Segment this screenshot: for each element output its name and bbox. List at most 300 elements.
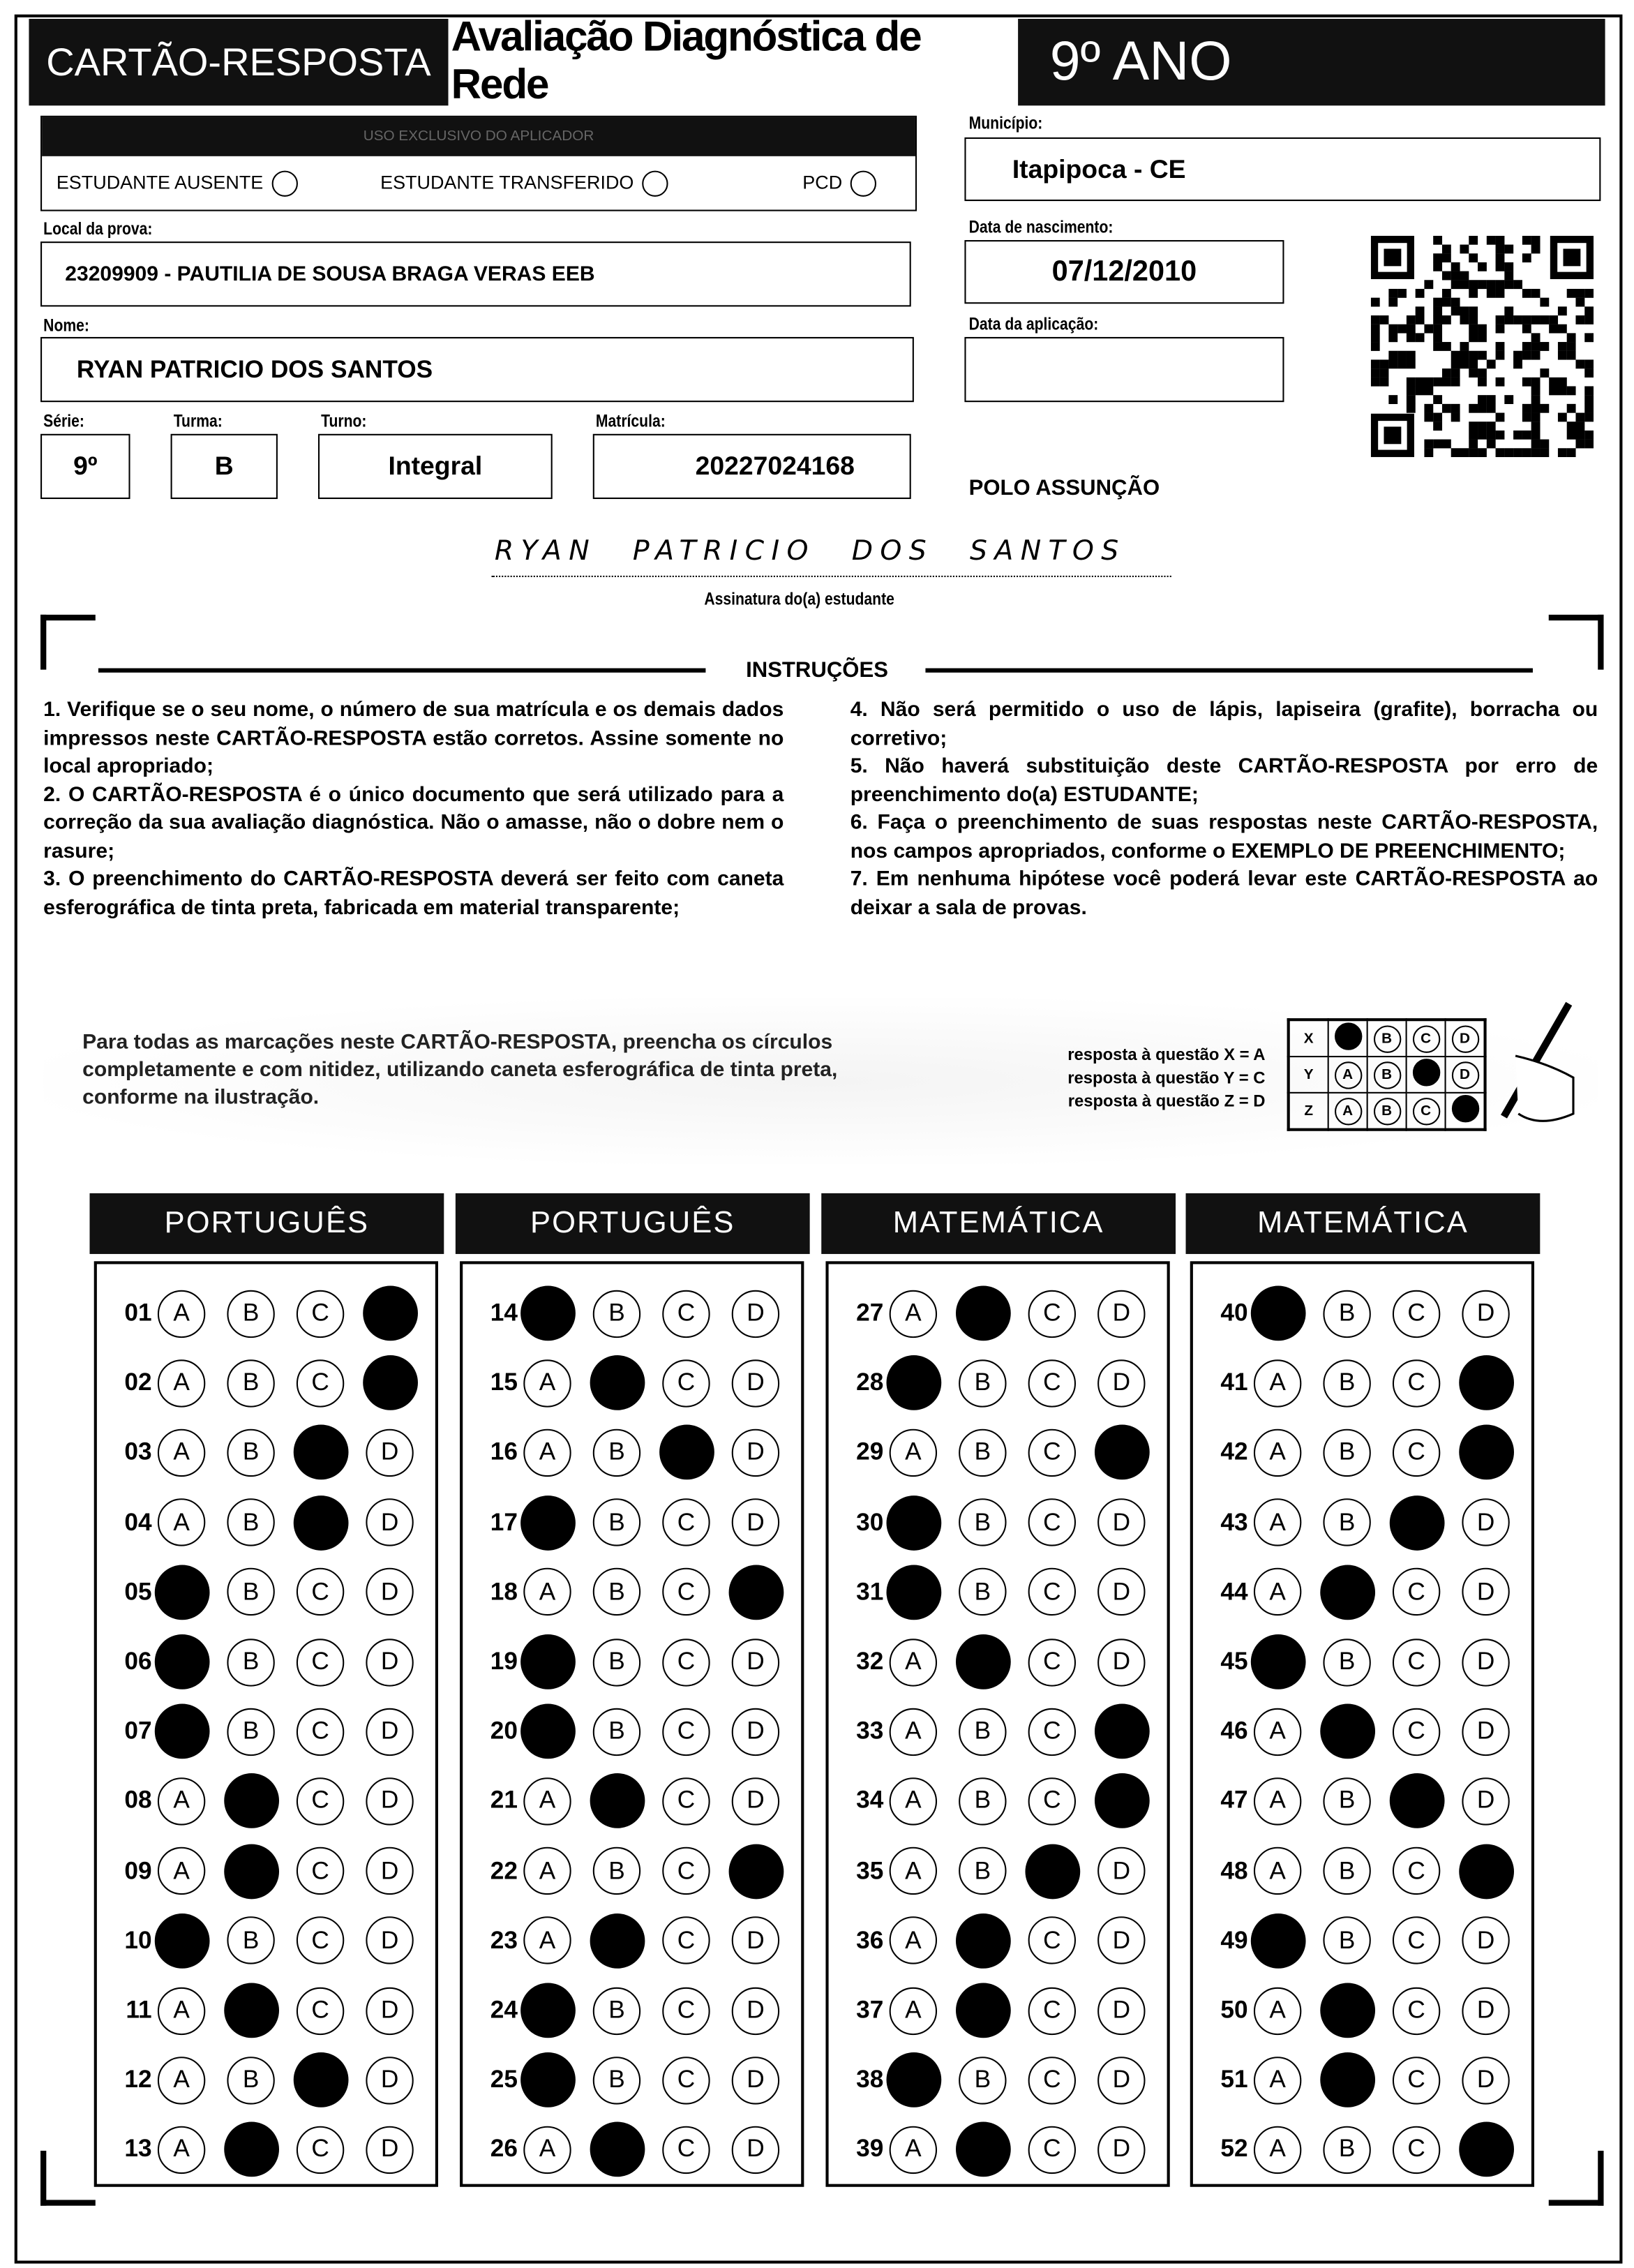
answer-bubble[interactable]: B — [227, 1359, 274, 1407]
signature: RYAN PATRICIO DOS SANTOS — [494, 535, 1126, 567]
answer-bubble[interactable]: D — [1462, 2057, 1509, 2104]
answer-bubble[interactable]: A — [1254, 1498, 1301, 1546]
local-field: 23209909 - PAUTILIA DE SOUSA BRAGA VERAS EEB — [40, 241, 911, 306]
corner-mark — [1549, 615, 1604, 670]
question-number: 14 — [490, 1299, 518, 1327]
answer-bubble[interactable]: A — [1254, 2126, 1301, 2173]
answer-bubble[interactable]: B — [227, 1638, 274, 1685]
answer-bubble[interactable]: B — [227, 2057, 274, 2104]
example-row — [1289, 1093, 1485, 1130]
instructions-right — [850, 697, 1598, 923]
answer-bubble-filled[interactable] — [956, 2122, 1011, 2177]
answer-bubble[interactable]: B — [227, 1290, 274, 1337]
answer-bubble[interactable]: A — [158, 1359, 205, 1407]
answer-bubble[interactable]: A — [158, 1429, 205, 1477]
answer-bubble[interactable]: C — [1393, 1987, 1440, 2034]
answer-bubble[interactable]: D — [1462, 1917, 1509, 1964]
answer-bubble[interactable]: B — [227, 1568, 274, 1616]
answer-bubble-filled[interactable] — [887, 1565, 942, 1620]
answer-bubble-filled[interactable] — [956, 1913, 1011, 1969]
answer-bubble[interactable]: C — [1393, 1359, 1440, 1407]
answer-bubble[interactable]: B — [959, 1847, 1006, 1895]
answer-bubble[interactable]: D — [1097, 1987, 1145, 2034]
example-text: Para todas as marcações neste CARTÃO-RESPOSTA, preencha os círculos completamente e com nitidez, utilizando caneta esferográfica de tinta preta, conforme na ilustração. — [82, 1031, 838, 1110]
answer-bubble[interactable]: C — [1028, 1290, 1076, 1337]
example-row — [1289, 1057, 1485, 1093]
answer-bubble[interactable]: D — [1462, 1708, 1509, 1755]
question-row — [463, 1284, 801, 1342]
answer-bubble[interactable]: A — [158, 2057, 205, 2104]
answer-bubble[interactable]: C — [1028, 1917, 1076, 1964]
instruction-item: 3. O preenchimento do CARTÃO-RESPOSTA deverá ser feito com caneta esferográfica de tinta preta, fabricada em material transparente; — [43, 867, 784, 920]
answer-bubble[interactable]: C — [662, 2057, 710, 2104]
answer-bubble[interactable]: D — [1097, 1917, 1145, 1964]
answer-bubble[interactable]: D — [1462, 1638, 1509, 1685]
answer-bubble-filled[interactable] — [294, 1495, 349, 1550]
aplicacao-label: Data da aplicação: — [968, 313, 1099, 334]
answer-bubble-filled[interactable] — [155, 1565, 210, 1620]
answer-bubble[interactable]: D — [1462, 1568, 1509, 1616]
question-row — [829, 1703, 1167, 1761]
answer-bubble[interactable]: A — [523, 1568, 571, 1616]
example-cell — [1446, 1093, 1485, 1130]
turno-label: Turno: — [321, 410, 367, 431]
answer-bubble[interactable]: D — [366, 2126, 413, 2173]
answer-bubble[interactable]: D — [366, 1638, 413, 1685]
answer-bubble-filled[interactable] — [1320, 1565, 1375, 1620]
question-row — [1193, 1912, 1531, 1970]
answer-bubble[interactable]: B — [1323, 1847, 1370, 1895]
question-number: 32 — [856, 1647, 884, 1676]
absent-option[interactable] — [57, 171, 298, 197]
answer-bubble[interactable]: C — [297, 1708, 344, 1755]
answer-bubble-filled[interactable] — [590, 1355, 645, 1410]
answer-bubble[interactable]: A — [890, 1429, 937, 1477]
example-cell — [1328, 1020, 1367, 1057]
answer-bubble-filled[interactable] — [520, 1634, 576, 1689]
answer-bubble-filled[interactable] — [1095, 1774, 1150, 1829]
answer-bubble[interactable]: A — [158, 1847, 205, 1895]
answer-bubble[interactable]: C — [662, 1290, 710, 1337]
answer-bubble[interactable]: D — [366, 1777, 413, 1825]
answer-bubble-filled[interactable] — [155, 1913, 210, 1969]
pcd-option[interactable] — [802, 171, 877, 197]
question-row — [463, 2051, 801, 2109]
answer-bubble-filled[interactable] — [520, 1983, 576, 2038]
answer-bubble[interactable]: C — [1028, 1568, 1076, 1616]
answer-bubble-filled[interactable] — [1095, 1425, 1150, 1480]
answer-bubble-filled[interactable] — [1459, 2122, 1514, 2177]
answer-bubble-filled[interactable] — [1459, 1425, 1514, 1480]
answer-bubble-filled[interactable] — [294, 1425, 349, 1480]
answer-bubble[interactable]: C — [297, 1847, 344, 1895]
question-number: 43 — [1220, 1507, 1248, 1536]
answer-bubble-filled[interactable] — [1251, 1913, 1306, 1969]
answer-bubble[interactable]: A — [158, 1498, 205, 1546]
answer-bubble-filled[interactable] — [956, 1983, 1011, 2038]
answer-bubble-filled[interactable] — [887, 1355, 942, 1410]
answer-bubble[interactable]: B — [959, 1777, 1006, 1825]
answer-bubble-filled[interactable] — [659, 1425, 714, 1480]
absent-label: ESTUDANTE AUSENTE — [56, 171, 264, 193]
question-row — [463, 1633, 801, 1691]
question-row — [829, 2051, 1167, 2109]
example-grid — [1287, 1018, 1487, 1131]
answer-bubble[interactable]: D — [1097, 2126, 1145, 2173]
answer-bubble[interactable]: D — [1097, 2057, 1145, 2104]
question-number: 19 — [490, 1647, 518, 1676]
answer-bubble[interactable]: B — [1323, 1777, 1370, 1825]
answer-bubble-filled[interactable] — [520, 1495, 576, 1550]
question-number: 04 — [124, 1507, 152, 1536]
answer-bubble-filled[interactable] — [1390, 1774, 1445, 1829]
example-cell — [1407, 1093, 1446, 1130]
question-number: 51 — [1220, 2066, 1248, 2094]
answer-bubble[interactable]: D — [1462, 1777, 1509, 1825]
answer-bubble[interactable]: C — [662, 1638, 710, 1685]
answer-bubble[interactable]: A — [523, 1359, 571, 1407]
answer-bubble-filled[interactable] — [1025, 1844, 1080, 1899]
question-number: 02 — [124, 1368, 152, 1396]
answer-bubble[interactable]: A — [1254, 1708, 1301, 1755]
question-number: 16 — [490, 1438, 518, 1466]
question-row — [97, 1981, 435, 2039]
answer-bubble[interactable]: D — [366, 2057, 413, 2104]
answer-bubble-filled[interactable] — [155, 1704, 210, 1759]
exam-title: Avaliação Diagnóstica de Rede — [451, 14, 921, 109]
answer-bubble[interactable]: D — [366, 1429, 413, 1477]
answer-bubble[interactable]: C — [1028, 1638, 1076, 1685]
answer-bubble[interactable]: C — [1393, 1917, 1440, 1964]
answer-bubble[interactable]: C — [1028, 1708, 1076, 1755]
answer-bubble[interactable]: C — [1028, 1987, 1076, 2034]
answer-bubble[interactable]: C — [297, 1987, 344, 2034]
answer-bubble[interactable]: B — [959, 1429, 1006, 1477]
nome-field: RYAN PATRICIO DOS SANTOS — [40, 337, 914, 402]
question-row — [829, 1284, 1167, 1342]
answer-bubble-filled[interactable] — [1320, 1704, 1375, 1759]
answer-bubble[interactable]: A — [523, 1429, 571, 1477]
answer-bubble-filled[interactable] — [1459, 1355, 1514, 1410]
question-number: 35 — [856, 1856, 884, 1884]
answer-bubble[interactable]: C — [297, 1359, 344, 1407]
answer-bubble[interactable]: A — [890, 1638, 937, 1685]
answer-bubble[interactable]: C — [297, 2126, 344, 2173]
example-bubble: A — [1334, 1061, 1361, 1088]
answer-bubble[interactable]: B — [227, 1917, 274, 1964]
question-number: 18 — [490, 1577, 518, 1606]
answer-bubble[interactable]: D — [732, 1917, 779, 1964]
answer-bubble[interactable]: D — [732, 1498, 779, 1546]
signature-line[interactable] — [492, 535, 1171, 577]
answer-bubble[interactable]: B — [593, 1638, 640, 1685]
question-row — [829, 1981, 1167, 2039]
answer-bubble-filled[interactable] — [1251, 1286, 1306, 1341]
answer-bubble[interactable]: D — [366, 1708, 413, 1755]
answer-bubble[interactable]: D — [1097, 1638, 1145, 1685]
answer-bubble[interactable]: D — [732, 1987, 779, 2034]
answer-bubble[interactable]: B — [227, 1429, 274, 1477]
hand-pen-icon — [1490, 998, 1576, 1142]
answer-bubble[interactable]: B — [593, 1987, 640, 2034]
answer-bubble[interactable]: D — [732, 1429, 779, 1477]
signature-label: Assinatura do(a) estudante — [704, 588, 894, 609]
answer-bubble-filled[interactable] — [1320, 2052, 1375, 2107]
answer-bubble[interactable]: B — [227, 1498, 274, 1546]
answer-bubble-filled[interactable] — [590, 1774, 645, 1829]
question-number: 41 — [1220, 1368, 1248, 1396]
example-bubble: A — [1334, 1097, 1361, 1124]
answer-bubble[interactable]: A — [158, 1987, 205, 2034]
question-number: 07 — [124, 1717, 152, 1745]
answer-bubble[interactable]: B — [1323, 1498, 1370, 1546]
answer-bubble[interactable]: C — [1393, 2126, 1440, 2173]
answer-bubble[interactable]: C — [662, 1498, 710, 1546]
question-row — [829, 1493, 1167, 1551]
answer-bubble[interactable]: C — [1028, 1359, 1076, 1407]
answer-bubble[interactable]: B — [959, 1708, 1006, 1755]
answer-bubble-filled[interactable] — [224, 2122, 279, 2177]
answer-bubble[interactable]: B — [593, 1708, 640, 1755]
answer-bubble[interactable]: D — [1462, 1290, 1509, 1337]
answer-bubble-filled[interactable] — [155, 1634, 210, 1689]
example-bubble: B — [1373, 1024, 1400, 1052]
answer-bubble-filled[interactable] — [520, 2052, 576, 2107]
question-row — [97, 1424, 435, 1482]
question-number: 25 — [490, 2066, 518, 2094]
answer-bubble[interactable]: C — [297, 1917, 344, 1964]
answer-bubble[interactable]: D — [1097, 1498, 1145, 1546]
question-row — [463, 1703, 801, 1761]
answer-bubble-filled[interactable] — [729, 1844, 784, 1899]
question-number: 20 — [490, 1717, 518, 1745]
answer-bubble[interactable]: C — [1028, 1429, 1076, 1477]
answer-bubble[interactable]: A — [1254, 1429, 1301, 1477]
answer-bubble[interactable]: C — [1393, 1638, 1440, 1685]
answer-bubble[interactable]: A — [523, 2126, 571, 2173]
answer-bubble[interactable]: C — [662, 1568, 710, 1616]
answer-bubble[interactable]: A — [890, 1708, 937, 1755]
answer-bubble[interactable]: C — [297, 1638, 344, 1685]
answer-bubble-filled[interactable] — [520, 1704, 576, 1759]
answer-bubble-filled[interactable] — [887, 1495, 942, 1550]
answer-bubble[interactable]: D — [366, 1917, 413, 1964]
question-number: 52 — [1220, 2135, 1248, 2163]
question-number: 05 — [124, 1577, 152, 1606]
answer-bubble[interactable]: C — [1393, 2057, 1440, 2104]
answer-bubble[interactable]: D — [366, 1568, 413, 1616]
answer-bubble-filled[interactable] — [363, 1286, 418, 1341]
question-row — [97, 1633, 435, 1691]
answer-bubble[interactable]: A — [523, 1917, 571, 1964]
answer-bubble[interactable]: B — [959, 1498, 1006, 1546]
answer-bubble[interactable]: D — [732, 1777, 779, 1825]
answer-bubble[interactable]: D — [1097, 1847, 1145, 1895]
answer-bubble-filled[interactable] — [956, 1286, 1011, 1341]
answer-bubble[interactable]: A — [1254, 1847, 1301, 1895]
answer-bubble[interactable]: D — [366, 1498, 413, 1546]
example-bubble — [1412, 1059, 1439, 1086]
answer-bubble-filled[interactable] — [1320, 1983, 1375, 2038]
answer-bubble[interactable]: B — [959, 2057, 1006, 2104]
answer-bubble[interactable]: D — [1462, 1498, 1509, 1546]
question-row — [463, 1563, 801, 1621]
corner-mark — [1549, 2151, 1604, 2206]
answer-bubble[interactable]: A — [1254, 1777, 1301, 1825]
answer-bubble-filled[interactable] — [224, 1983, 279, 2038]
question-row — [463, 2121, 801, 2179]
question-number: 39 — [856, 2135, 884, 2163]
answer-bubble[interactable]: B — [1323, 1638, 1370, 1685]
answer-bubble[interactable]: D — [732, 2126, 779, 2173]
answer-bubble[interactable]: D — [366, 1987, 413, 2034]
nascimento-field: 07/12/2010 — [964, 240, 1284, 304]
question-number: 28 — [856, 1368, 884, 1396]
answer-bubble[interactable]: D — [732, 2057, 779, 2104]
answer-bubble[interactable]: B — [1323, 1917, 1370, 1964]
answer-bubble[interactable]: C — [1028, 2126, 1076, 2173]
answer-bubble[interactable]: A — [1254, 1987, 1301, 2034]
nome-label: Nome: — [43, 315, 89, 336]
answer-bubble[interactable]: C — [1028, 2057, 1076, 2104]
answer-bubble-filled[interactable] — [729, 1565, 784, 1620]
answer-bubble[interactable]: B — [959, 1568, 1006, 1616]
instructions-left — [43, 697, 784, 923]
matricula-field: 20227024168 — [593, 434, 911, 499]
grade-title: 9º ANO — [1018, 19, 1605, 105]
answer-bubble[interactable]: D — [1097, 1290, 1145, 1337]
question-row — [1193, 1424, 1531, 1482]
answer-bubble[interactable]: D — [1097, 1359, 1145, 1407]
answer-bubble[interactable]: B — [227, 1708, 274, 1755]
example-cell — [1367, 1057, 1407, 1093]
answer-bubble[interactable]: D — [1097, 1568, 1145, 1616]
example-cell — [1407, 1057, 1446, 1093]
answer-bubble[interactable]: A — [1254, 1568, 1301, 1616]
answer-bubble[interactable]: D — [732, 1708, 779, 1755]
answer-bubble[interactable]: B — [593, 2057, 640, 2104]
answer-bubble[interactable]: B — [593, 1290, 640, 1337]
answer-bubble[interactable]: D — [1462, 1987, 1509, 2034]
answer-bubble-filled[interactable] — [1459, 1844, 1514, 1899]
transferred-bubble[interactable] — [643, 171, 668, 197]
question-number: 22 — [490, 1856, 518, 1884]
answer-bubble[interactable]: B — [593, 1847, 640, 1895]
question-number: 48 — [1220, 1856, 1248, 1884]
answer-bubble[interactable]: C — [1028, 1777, 1076, 1825]
answer-bubble[interactable]: C — [662, 2126, 710, 2173]
answer-bubble-filled[interactable] — [887, 2052, 942, 2107]
answer-bubble[interactable]: A — [1254, 2057, 1301, 2104]
answer-bubble[interactable]: A — [158, 1777, 205, 1825]
question-number: 06 — [124, 1647, 152, 1676]
answer-bubble[interactable]: C — [662, 1917, 710, 1964]
answer-bubble[interactable]: C — [1393, 1847, 1440, 1895]
answer-bubble[interactable]: C — [662, 1777, 710, 1825]
answer-bubble[interactable]: A — [890, 1917, 937, 1964]
answer-bubble[interactable]: C — [662, 1359, 710, 1407]
answer-bubble[interactable]: B — [1323, 1290, 1370, 1337]
polo-label: POLO ASSUNÇÃO — [968, 475, 1160, 501]
pcd-bubble[interactable] — [851, 171, 877, 197]
question-row — [1193, 1354, 1531, 1412]
answer-bubble[interactable]: A — [523, 1777, 571, 1825]
answer-bubble-filled[interactable] — [590, 1913, 645, 1969]
question-row — [97, 1493, 435, 1551]
answer-bubble[interactable]: A — [890, 1777, 937, 1825]
answer-bubble-filled[interactable] — [590, 2122, 645, 2177]
answer-bubble[interactable]: C — [1393, 1290, 1440, 1337]
serie-field: 9º — [40, 434, 130, 499]
absent-bubble[interactable] — [272, 171, 298, 197]
question-row — [97, 2051, 435, 2109]
answer-bubble[interactable]: C — [1393, 1429, 1440, 1477]
answer-bubble[interactable]: B — [593, 1498, 640, 1546]
answer-bubble[interactable]: D — [732, 1359, 779, 1407]
answer-bubble[interactable]: C — [297, 1290, 344, 1337]
answer-bubble[interactable]: C — [662, 1708, 710, 1755]
answer-bubble[interactable]: C — [1393, 1568, 1440, 1616]
instructions-title: INSTRUÇÕES — [746, 658, 888, 683]
answer-bubble[interactable]: A — [890, 1290, 937, 1337]
answer-bubble[interactable]: C — [662, 1847, 710, 1895]
answer-bubble[interactable]: D — [732, 1638, 779, 1685]
municipio-label: Município: — [968, 112, 1043, 133]
question-number: 17 — [490, 1507, 518, 1536]
answer-bubble-filled[interactable] — [520, 1286, 576, 1341]
question-number: 45 — [1220, 1647, 1248, 1676]
answer-bubble-filled[interactable] — [956, 1634, 1011, 1689]
answer-bubble-filled[interactable] — [1095, 1704, 1150, 1759]
answer-bubble[interactable]: C — [1028, 1498, 1076, 1546]
answer-bubble[interactable]: D — [732, 1290, 779, 1337]
answer-bubble[interactable]: B — [1323, 1359, 1370, 1407]
answer-bubble[interactable]: A — [890, 1847, 937, 1895]
answer-bubble[interactable]: A — [158, 2126, 205, 2173]
answer-bubble[interactable]: D — [366, 1847, 413, 1895]
answer-bubble-filled[interactable] — [363, 1355, 418, 1410]
answer-bubble-filled[interactable] — [1390, 1495, 1445, 1550]
answer-bubble[interactable]: A — [890, 1987, 937, 2034]
answer-bubble[interactable]: B — [1323, 2126, 1370, 2173]
answer-bubble[interactable]: A — [1254, 1359, 1301, 1407]
answer-bubble[interactable]: B — [593, 1568, 640, 1616]
question-number: 47 — [1220, 1786, 1248, 1814]
question-row — [97, 1563, 435, 1621]
section-header: MATEMÁTICA — [821, 1193, 1176, 1254]
answer-bubble[interactable]: C — [297, 1777, 344, 1825]
answer-bubble[interactable]: C — [297, 1568, 344, 1616]
answer-bubble-filled[interactable] — [294, 2052, 349, 2107]
answer-bubble[interactable]: B — [959, 1359, 1006, 1407]
answer-bubble[interactable]: C — [662, 1987, 710, 2034]
instruction-item: 5. Não haverá substituição deste CARTÃO-RESPOSTA por erro de preenchimento do(a) ESTUDANTE; — [850, 754, 1598, 807]
transferred-option[interactable] — [380, 171, 668, 197]
answer-bubble-filled[interactable] — [224, 1774, 279, 1829]
answer-bubble[interactable]: C — [1393, 1708, 1440, 1755]
answer-bubble[interactable]: A — [158, 1290, 205, 1337]
answer-bubble[interactable]: B — [1323, 1429, 1370, 1477]
corner-mark — [40, 2151, 96, 2206]
answer-bubble[interactable]: A — [523, 1847, 571, 1895]
answer-bubble[interactable]: A — [890, 2126, 937, 2173]
answer-bubble-filled[interactable] — [1251, 1634, 1306, 1689]
question-number: 36 — [856, 1926, 884, 1954]
answer-bubble-filled[interactable] — [224, 1844, 279, 1899]
divider — [925, 669, 1532, 673]
answer-bubble[interactable]: B — [593, 1429, 640, 1477]
section-header: MATEMÁTICA — [1186, 1193, 1541, 1254]
